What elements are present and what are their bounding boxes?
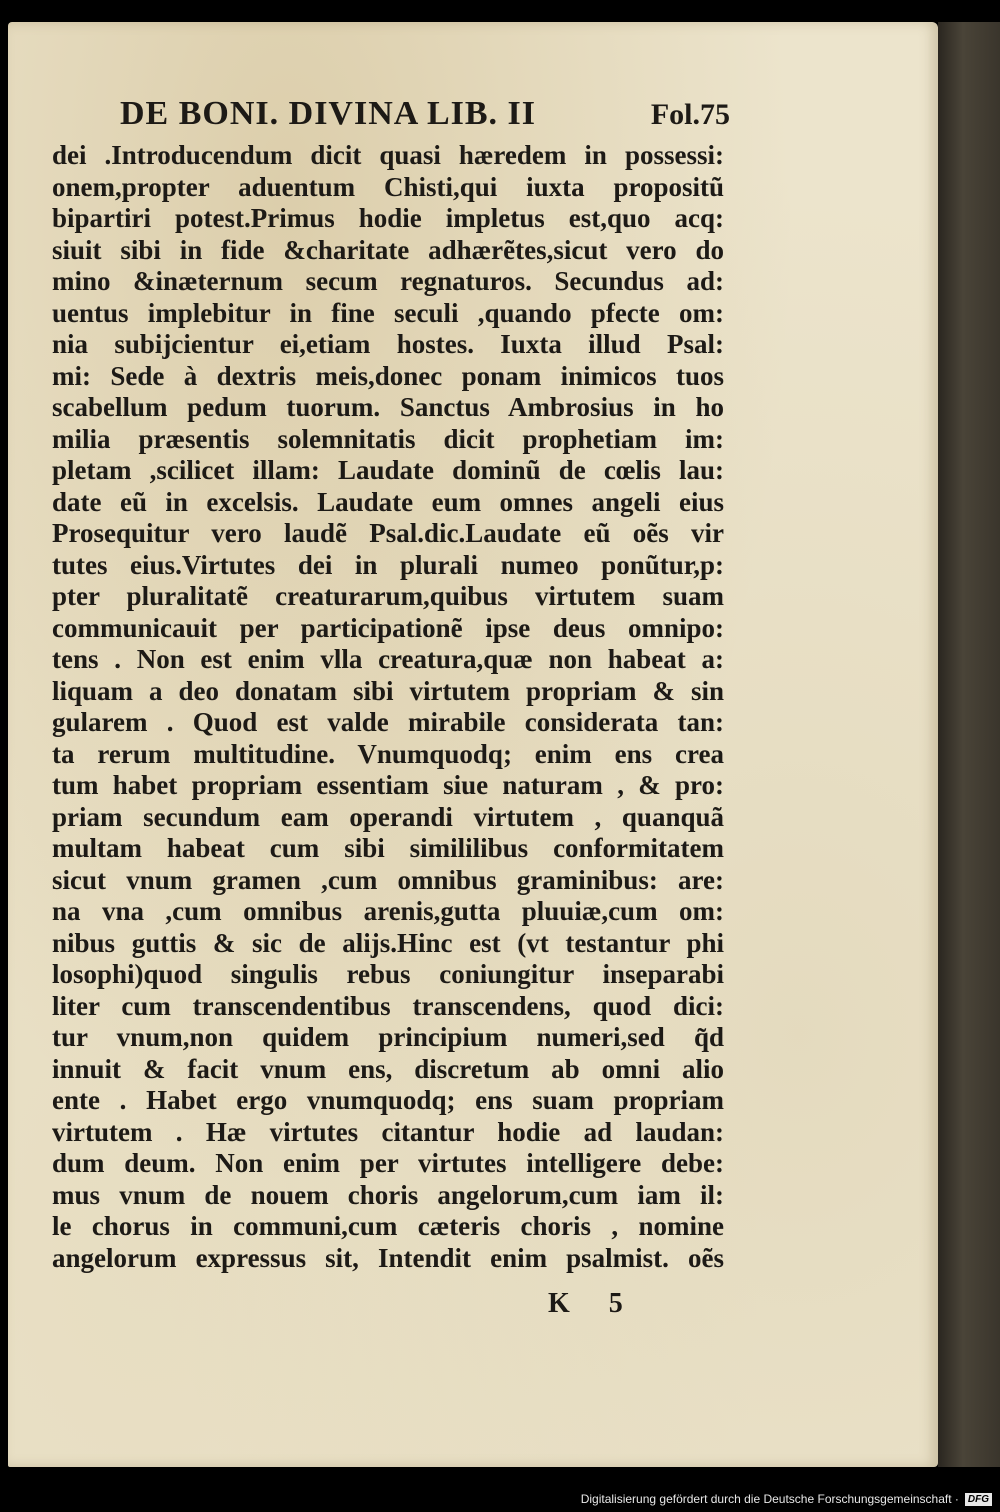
text-line: tutes eius.Virtutes dei in plurali numeo ponũtur,p: <box>52 549 724 580</box>
text-line: ta rerum multitudine. Vnumquodq; enim ens crea <box>52 738 724 769</box>
text-line: tur vnum,non quidem principium numeri,sed q̃d <box>52 1022 724 1052</box>
text-line: liter cum transcendentibus transcendens, quod dici: <box>52 990 724 1021</box>
funding-credit: Digitalisierung gefördert durch die Deutsche Forschungsgemeinschaft · <box>580 1492 959 1506</box>
text-line: nia subijcientur ei,etiam hostes. Iuxta illud Psal: <box>52 329 724 359</box>
text-line: Prosequitur vero laudẽ Psal.dic.Laudate eũ oẽs vir <box>52 518 724 548</box>
text-line: dum deum. Non enim per virtutes intelligere debe: <box>52 1148 724 1178</box>
folio-number: Fol.75 <box>650 98 730 131</box>
text-line: tum habet propriam essentiam siue naturam , & pro: <box>52 770 724 800</box>
text-line: bipartiri potest.Primus hodie impletus est,quo acq: <box>52 203 724 233</box>
text-line: tens . Non est enim vlla creatura,quæ non habeat a: <box>52 644 724 674</box>
text-line: priam secundum eam operandi virtutem , quanquã <box>52 801 724 832</box>
text-line: na vna ,cum omnibus arenis,gutta pluuiæ,cum om: <box>52 896 724 926</box>
text-line: date eũ in excelsis. Laudate eum omnes angeli eius <box>52 486 724 517</box>
text-line: pletam ,scilicet illam: Laudate dominũ de cœlis lau: <box>52 455 724 485</box>
text-line: multam habeat cum sibi simililibus conformitatem <box>52 833 724 863</box>
text-line: gularem . Quod est valde mirabile considerata tan: <box>52 707 724 737</box>
text-line: uentus implebitur in fine seculi ,quando pfecte om: <box>52 297 724 328</box>
text-line: mino &inæternum secum regnaturos. Secundus ad: <box>52 266 724 296</box>
body-text <box>52 140 724 1274</box>
dfg-logo: DFG <box>965 1493 992 1506</box>
running-head <box>120 95 730 133</box>
text-line: ente . Habet ergo vnumquodq; ens suam propriam <box>52 1085 724 1115</box>
text-line: liquam a deo donatam sibi virtutem propriam & sin <box>52 675 724 706</box>
text-line: nibus guttis & sic de alijs.Hinc est (vt testantur phi <box>52 927 724 958</box>
text-line: virtutem . Hæ virtutes citantur hodie ad laudan: <box>52 1116 724 1147</box>
signature-mark: K 5 <box>548 1288 639 1319</box>
text-line: pter pluralitatẽ creaturarum,quibus virtutem suam <box>52 581 724 611</box>
text-line: angelorum expressus sit, Intendit enim psalmist. oẽs <box>52 1242 724 1273</box>
text-line: siuit sibi in fide &charitate adhærẽtes,sicut vero do <box>52 234 724 265</box>
text-line: dei .Introducendum dicit quasi hæredem in possessi: <box>52 140 724 170</box>
text-line: communicauit per participationẽ ipse deus omnipo: <box>52 612 724 643</box>
book-spine-edge <box>938 22 1000 1467</box>
text-line: le chorus in communi,cum cæteris choris , nomine <box>52 1211 724 1241</box>
digitization-footer <box>581 1492 992 1506</box>
text-line: mus vnum de nouem choris angelorum,cum iam il: <box>52 1179 724 1210</box>
text-line: scabellum pedum tuorum. Sanctus Ambrosius in ho <box>52 392 724 422</box>
text-line: mi: Sede à dextris meis,donec ponam inimicos tuos <box>52 360 724 391</box>
text-line: sicut vnum gramen ,cum omnibus graminibus: are: <box>52 864 724 895</box>
text-line: onem,propter aduentum Chisti,qui iuxta propositũ <box>52 171 724 202</box>
text-line: innuit & facit vnum ens, discretum ab omni alio <box>52 1053 724 1084</box>
running-head-title: DE BONI. DIVINA LIB. II <box>120 95 536 132</box>
text-line: losophi)quod singulis rebus coniungitur inseparabi <box>52 959 724 989</box>
text-line: milia præsentis solemnitatis dicit prophetiam im: <box>52 423 724 454</box>
